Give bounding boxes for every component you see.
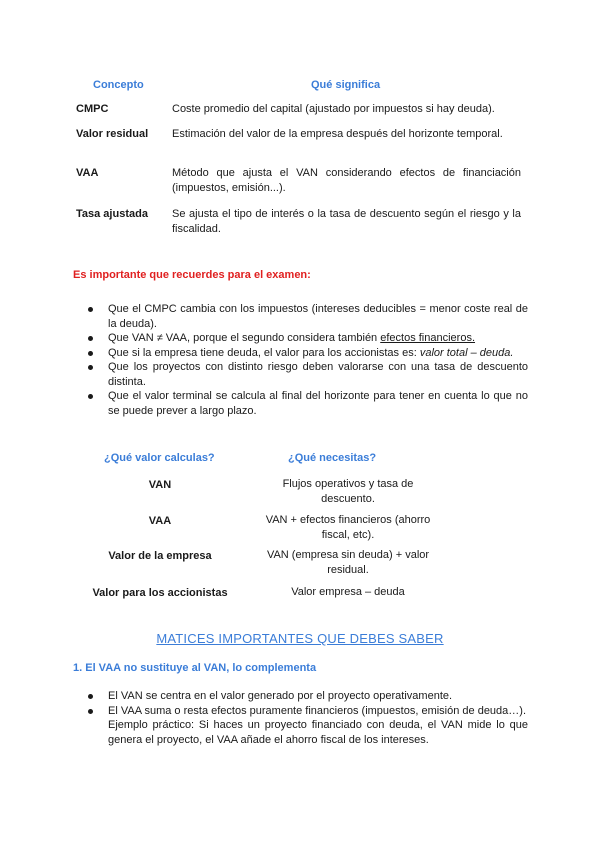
table2-header-value: ¿Qué valor calculas? [104,452,215,464]
table1-term: VAA [76,167,99,179]
list-item: Que los proyectos con distinto riesgo deben valorarse con una tasa de descuento distinta. [88,360,528,389]
table2-header-need: ¿Qué necesitas? [288,452,377,464]
bullet-dot [88,709,93,714]
bullet-dot [88,351,93,356]
list-item: El VAA suma o resta efectos puramente financieros (impuestos, emisión de deuda…). [88,704,528,719]
table1-header-meaning: Qué significa [311,79,381,91]
table1-definition: Coste promedio del capital (ajustado por impuestos si hay deuda). [172,103,495,115]
table2-value: VAA [148,515,172,527]
table2-value: Valor de la empresa [108,550,212,562]
matices-bullet-list [88,689,528,747]
section-title: MATICES IMPORTANTES QUE DEBES SABER [156,631,444,646]
table1-term: Tasa ajustada [76,208,148,220]
table2-need: VAN (empresa sin deuda) + valor residual. [266,549,430,576]
table2-need: Valor empresa – deuda [291,586,405,598]
bullet-dot [88,307,93,312]
table2-need: Flujos operativos y tasa de descuento. [282,478,414,505]
list-item: Que si la empresa tiene deuda, el valor para los accionistas es: valor total – deuda. [88,346,528,361]
table1-header-concept: Concepto [93,79,144,91]
bullet-dot [88,365,93,370]
table1-definition: Se ajusta el tipo de interés o la tasa de descuento según el riesgo y la fiscalidad. [172,208,521,235]
example-paragraph: Ejemplo práctico: Si haces un proyecto financiado con deuda, el VAN mide lo que genera el proyecto, el VAA añade el ahorro fiscal de los intereses. [108,719,528,746]
table1-definition: Método que ajusta el VAN considerando efectos de financiación (impuestos, emisión...). [172,167,521,194]
section-subtitle: 1. El VAA no sustituye al VAN, lo complementa [73,662,317,674]
list-item: Que el valor terminal se calcula al final del horizonte para tener en cuenta lo que no se puede prever a largo plazo. [88,389,528,418]
bullet-dot [88,394,93,399]
table1-definition: Estimación del valor de la empresa después del horizonte temporal. [172,128,503,140]
list-item: El VAN se centra en el valor generado por el proyecto operativamente. [88,689,528,704]
table2-need: VAN + efectos financieros (ahorro fiscal, etc). [265,514,431,541]
underlined-text: efectos financieros. [380,332,476,344]
bullet-dot [88,336,93,341]
list-item: Que VAN ≠ VAA, porque el segundo considera también efectos financieros. [88,331,528,346]
table1-term: Valor residual [76,128,149,140]
exam-bullet-list [88,302,528,418]
table2-value: VAN [148,479,172,491]
bullet-dot [88,694,93,699]
table1-term: CMPC [76,103,109,115]
exam-title: Es importante que recuerdes para el examen: [73,269,311,281]
list-item: Que el CMPC cambia con los impuestos (intereses deducibles = menor coste real de la deuda). [88,302,528,331]
italic-text: valor total – deuda. [419,346,514,359]
table2-value: Valor para los accionistas [92,587,228,599]
